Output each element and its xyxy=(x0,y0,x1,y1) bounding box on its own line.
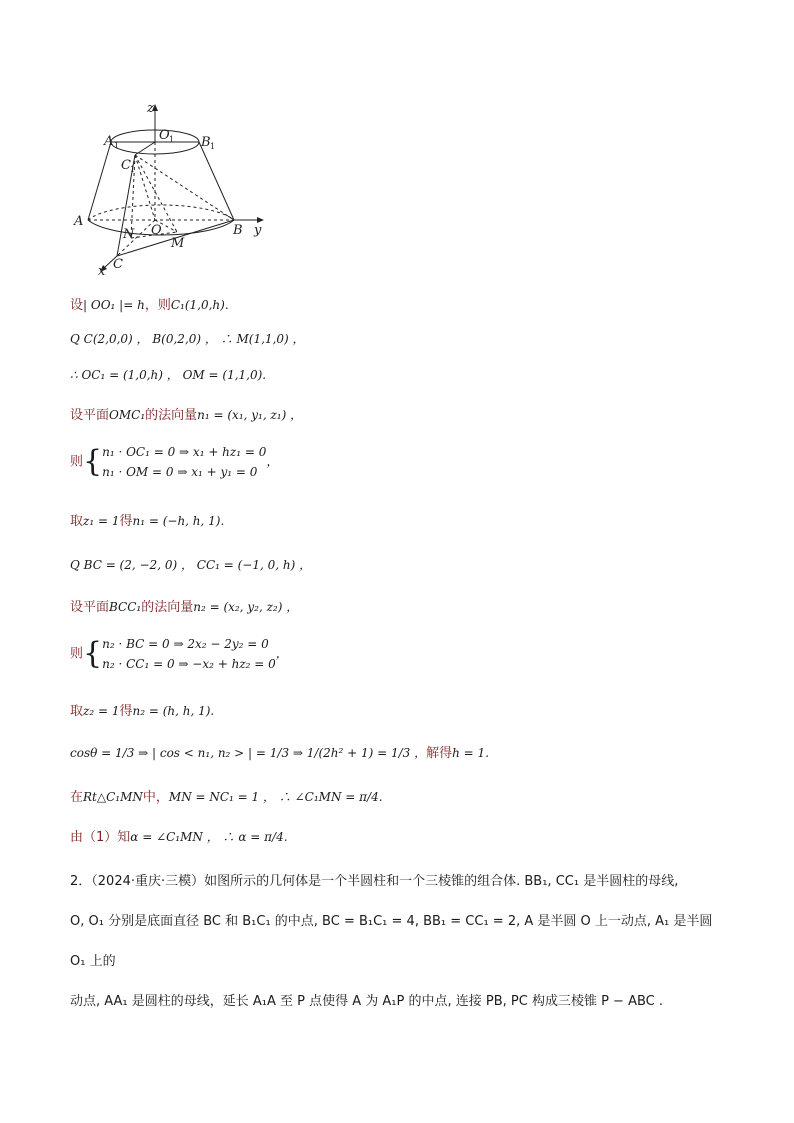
math-points: Q C(2,0,0) ， B(0,2,0) ， ∴ M(1,1,0) ， xyxy=(70,332,305,346)
solution-line-9 xyxy=(70,634,288,674)
problem-2-line-1: 2．（2024·重庆·三模）如图所示的几何体是一个半圆柱和一个三棱锥的组合体. BB₁, CC₁ 是半圆柱的母线, xyxy=(70,874,679,889)
label-O1: O xyxy=(159,128,170,143)
math-triangle: Rt△C₁MN xyxy=(83,790,143,804)
label-A1: A xyxy=(104,134,114,149)
label-C1-sub: 1 xyxy=(130,165,136,174)
math-c1-coord: C₁(1,0,h). xyxy=(170,298,229,312)
text-solve: 解得 xyxy=(426,746,453,761)
solution-line-3 xyxy=(70,366,266,384)
math-n1-value: n₁ = (−h, h, 1). xyxy=(132,514,225,528)
solution-line-7 xyxy=(70,556,311,574)
math-alpha: α = ∠C₁MN ， ∴ α = π/4. xyxy=(130,830,288,844)
equation-system-1 xyxy=(102,442,266,482)
equation-row: n₂ · BC = 0 ⇒ 2x₂ − 2y₂ = 0 xyxy=(102,637,269,651)
label-z: z xyxy=(147,101,154,116)
label-C: C xyxy=(113,257,123,272)
solution-line-11 xyxy=(70,744,489,763)
math-bc-cc1: Q BC = (2, −2, 0) ， CC₁ = (−1, 0, h) ， xyxy=(70,558,312,572)
solution-line-1 xyxy=(70,296,229,315)
math-n2: n₂ = (x₂, y₂, z₂) ， xyxy=(193,600,299,614)
solution-line-5 xyxy=(70,442,278,482)
text-take: 取 xyxy=(70,514,84,529)
math-plane-bcc1: BCC₁ xyxy=(109,600,142,614)
math-z2: z₂ = 1 xyxy=(83,704,120,718)
solution-line-8 xyxy=(70,598,298,617)
text-normal-vector: 的法向量 xyxy=(145,408,198,423)
solution-line-2 xyxy=(70,330,305,348)
label-A: A xyxy=(74,214,84,229)
math-vectors: ∴ OC₁ = (1,0,h) ， OM = (1,1,0). xyxy=(70,368,267,382)
equation-row: n₁ · OC₁ = 0 ⇒ x₁ + hz₁ = 0 xyxy=(102,445,267,459)
math-z1: z₁ = 1 xyxy=(83,514,120,528)
solution-line-6 xyxy=(70,512,224,531)
solution-line-12 xyxy=(70,788,383,807)
label-C1: C xyxy=(121,158,131,173)
problem-2-line-2: O, O₁ 分别是底面直径 BC 和 B₁C₁ 的中点, BC = B₁C₁ = 4, BB₁ = CC₁ = 2, A 是半圆 O 上一动点, A₁ 是半圆 O₁ 上的 xyxy=(70,914,713,969)
solution-line-10 xyxy=(70,702,214,721)
label-O1-sub: 1 xyxy=(169,135,175,144)
math-plane-omc1: OMC₁ xyxy=(109,408,146,422)
text-take-2: 取 xyxy=(70,704,84,719)
math-n1: n₁ = (x₁, y₁, z₁) ， xyxy=(197,408,303,422)
text-then-2: 则 xyxy=(70,646,84,662)
text-normal-vector-2: 的法向量 xyxy=(141,600,194,615)
label-B: B xyxy=(233,223,243,238)
text-get: 得 xyxy=(119,514,133,529)
label-O: O xyxy=(151,223,162,238)
equation-row: n₂ · CC₁ = 0 ⇒ −x₂ + hz₂ = 0 xyxy=(102,657,276,671)
bottom-ellipse-back xyxy=(88,205,234,220)
equation-row: n₁ · OM = 0 ⇒ x₁ + y₁ = 0 xyxy=(102,465,258,479)
math-cos-equation: cosθ = 1/3 ⇒ | cos < n₁, n₂ > | = 1/3 ⇒ 1/(2h² + 1) = 1/3 ， xyxy=(70,746,427,760)
comma: ， xyxy=(266,454,279,469)
solution-line-4 xyxy=(70,406,302,425)
text-ze: ，则 xyxy=(144,298,171,313)
math-h-value: h = 1. xyxy=(452,746,490,760)
comma: ， xyxy=(275,646,288,661)
left-brace-icon: { xyxy=(83,444,103,479)
label-M: M xyxy=(171,236,185,251)
math-angle: MN = NC₁ = 1 ， ∴ ∠C₁MN = π/4. xyxy=(168,790,383,804)
text-zhong: 中， xyxy=(142,790,169,805)
equation-system-2 xyxy=(102,634,276,674)
text-get-2: 得 xyxy=(119,704,133,719)
label-y: y xyxy=(254,223,262,238)
label-N: N xyxy=(123,227,135,242)
problem-2-line-3: 动点, AA₁ 是圆柱的母线，延长 A₁A 至 P 点使得 A 为 A₁P 的中点, 连接 PB, PC 构成三棱锥 P − ABC . xyxy=(70,994,664,1009)
left-brace-icon: { xyxy=(83,636,103,671)
text-set-plane-2: 设平面 xyxy=(70,600,110,615)
label-B1: B xyxy=(201,135,211,150)
text-from-part1: 由（1）知 xyxy=(70,830,131,845)
text-then: 则 xyxy=(70,454,84,470)
text-set-plane: 设平面 xyxy=(70,408,110,423)
text-she: 设 xyxy=(70,298,84,313)
math-n2-value: n₂ = (h, h, 1). xyxy=(132,704,215,718)
problem-2 xyxy=(70,862,730,1022)
label-B1-sub: 1 xyxy=(210,142,216,151)
label-x: x xyxy=(98,264,106,279)
frustum-figure xyxy=(70,96,285,281)
solution-line-13 xyxy=(70,828,288,847)
text-in: 在 xyxy=(70,790,84,805)
math-oo1: | OO₁ |= h xyxy=(83,298,145,312)
label-A1-sub: 1 xyxy=(114,141,120,150)
